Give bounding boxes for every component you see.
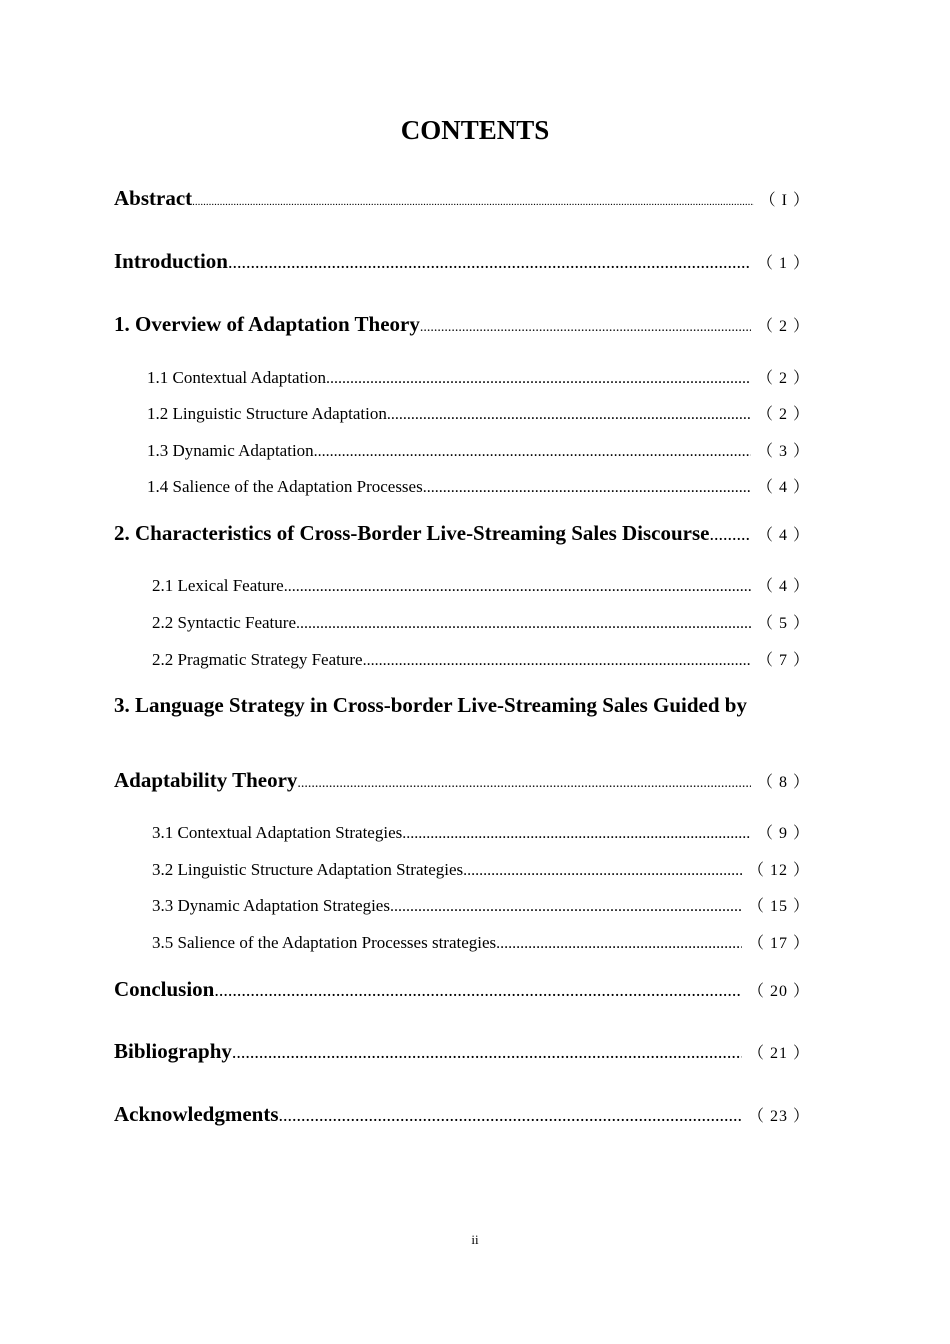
- toc-entry-2-1[interactable]: [0, 573, 810, 596]
- toc-label: Adaptability Theory: [114, 768, 298, 792]
- toc-page-number: （ 7 ）: [756, 652, 810, 669]
- leader-dots: [326, 370, 751, 388]
- toc-page-number: （ 8 ）: [756, 774, 810, 791]
- leader-dots: [390, 898, 742, 916]
- toc-label: 2.1 Lexical Feature: [152, 576, 284, 595]
- toc-entry-acknowledgments[interactable]: [0, 1102, 810, 1127]
- toc-label: Acknowledgments: [114, 1102, 279, 1126]
- toc-label: 2. Characteristics of Cross-Border Live-Streaming Sales Discourse: [114, 521, 710, 545]
- leader-dots: [423, 479, 751, 497]
- toc-label: 3.2 Linguistic Structure Adaptation Strategies: [152, 860, 464, 879]
- toc-label: 1.2 Linguistic Structure Adaptation: [147, 404, 387, 423]
- toc-page-number: （ 15 ）: [747, 898, 810, 915]
- toc-entry-chapter-1[interactable]: [0, 312, 810, 337]
- toc-entry-conclusion[interactable]: [0, 977, 810, 1002]
- toc-entry-3-3[interactable]: [0, 893, 810, 916]
- toc-label: 1.3 Dynamic Adaptation: [147, 441, 314, 460]
- leader-dots: [296, 615, 751, 633]
- leader-dots: [710, 524, 751, 545]
- toc-page-number: （ 23 ）: [747, 1108, 810, 1125]
- leader-dots: [496, 935, 742, 953]
- toc-label: Abstract: [114, 186, 193, 210]
- leader-dots: [279, 1105, 742, 1126]
- toc-chapter-3-heading-line[interactable]: 3. Language Strategy in Cross-border Live-Streaming Sales Guided by: [114, 693, 747, 717]
- toc-page-number: （ 20 ）: [747, 983, 810, 1000]
- leader-dots: [284, 578, 751, 596]
- toc-page-number: （ 4 ）: [756, 479, 810, 496]
- toc-label: Conclusion: [114, 977, 215, 1001]
- toc-page-number: （ 3 ）: [756, 443, 810, 460]
- toc-entry-1-2[interactable]: [0, 401, 810, 424]
- toc-entry-chapter-2[interactable]: [0, 521, 810, 546]
- leader-dots: [192, 196, 754, 208]
- page-footer-number: ii: [471, 1232, 479, 1247]
- toc-label: 3.3 Dynamic Adaptation Strategies: [152, 896, 390, 915]
- toc-entry-2-2[interactable]: [0, 610, 810, 633]
- toc-entry-1-3[interactable]: [0, 438, 810, 461]
- toc-page-number: （ 2 ）: [756, 406, 810, 423]
- toc-label: 1.1 Contextual Adaptation: [147, 368, 326, 387]
- leader-dots: [463, 862, 742, 880]
- toc-entry-1-1[interactable]: [0, 365, 810, 388]
- toc-entry-3-5[interactable]: [0, 930, 810, 953]
- toc-label: 2.2 Syntactic Feature: [152, 613, 296, 632]
- toc-page-number: （ 4 ）: [756, 578, 810, 595]
- leader-dots: [214, 980, 742, 1001]
- toc-page-number: （ 2 ）: [756, 318, 810, 335]
- toc-entry-abstract[interactable]: [0, 186, 810, 211]
- leader-dots: [314, 443, 751, 461]
- toc-entry-introduction[interactable]: [0, 249, 810, 274]
- toc-entry-bibliography[interactable]: [0, 1039, 810, 1064]
- toc-entry-1-4[interactable]: [0, 474, 810, 497]
- toc-page-number: （ 17 ）: [747, 935, 810, 952]
- toc-entry-chapter-3[interactable]: [0, 768, 810, 793]
- toc-page-number: （ 4 ）: [756, 527, 810, 544]
- toc-entry-3-1[interactable]: [0, 820, 810, 843]
- toc-page-number: （ 2 ）: [756, 370, 810, 387]
- toc-label: 1.4 Salience of the Adaptation Processes: [147, 477, 423, 496]
- toc-label: 1. Overview of Adaptation Theory: [114, 312, 420, 336]
- toc-label: Introduction: [114, 249, 228, 273]
- leader-dots: [387, 406, 751, 424]
- leader-dots: [420, 320, 751, 336]
- leader-dots: [228, 252, 751, 273]
- toc-label: 2.2 Pragmatic Strategy Feature: [152, 650, 363, 669]
- toc-entry-3-2[interactable]: [0, 857, 810, 880]
- toc-page-number: （ 9 ）: [756, 825, 810, 842]
- toc-page-number: （ 12 ）: [747, 862, 810, 879]
- toc-page-number: （ I ）: [759, 192, 810, 209]
- leader-dots: [297, 776, 751, 792]
- toc-label: 3.1 Contextual Adaptation Strategies: [152, 823, 403, 842]
- toc-label: 3.5 Salience of the Adaptation Processes strategies: [152, 933, 497, 952]
- toc-label: Bibliography: [114, 1039, 232, 1063]
- toc-page-number: （ 21 ）: [747, 1045, 810, 1062]
- toc-entry-2-3[interactable]: [0, 647, 810, 670]
- page-title: CONTENTS: [400, 115, 550, 145]
- toc-page-number: （ 1 ）: [756, 255, 810, 272]
- leader-dots: [363, 652, 751, 670]
- leader-dots: [402, 825, 751, 843]
- leader-dots: [232, 1042, 742, 1063]
- toc-page-number: （ 5 ）: [756, 615, 810, 632]
